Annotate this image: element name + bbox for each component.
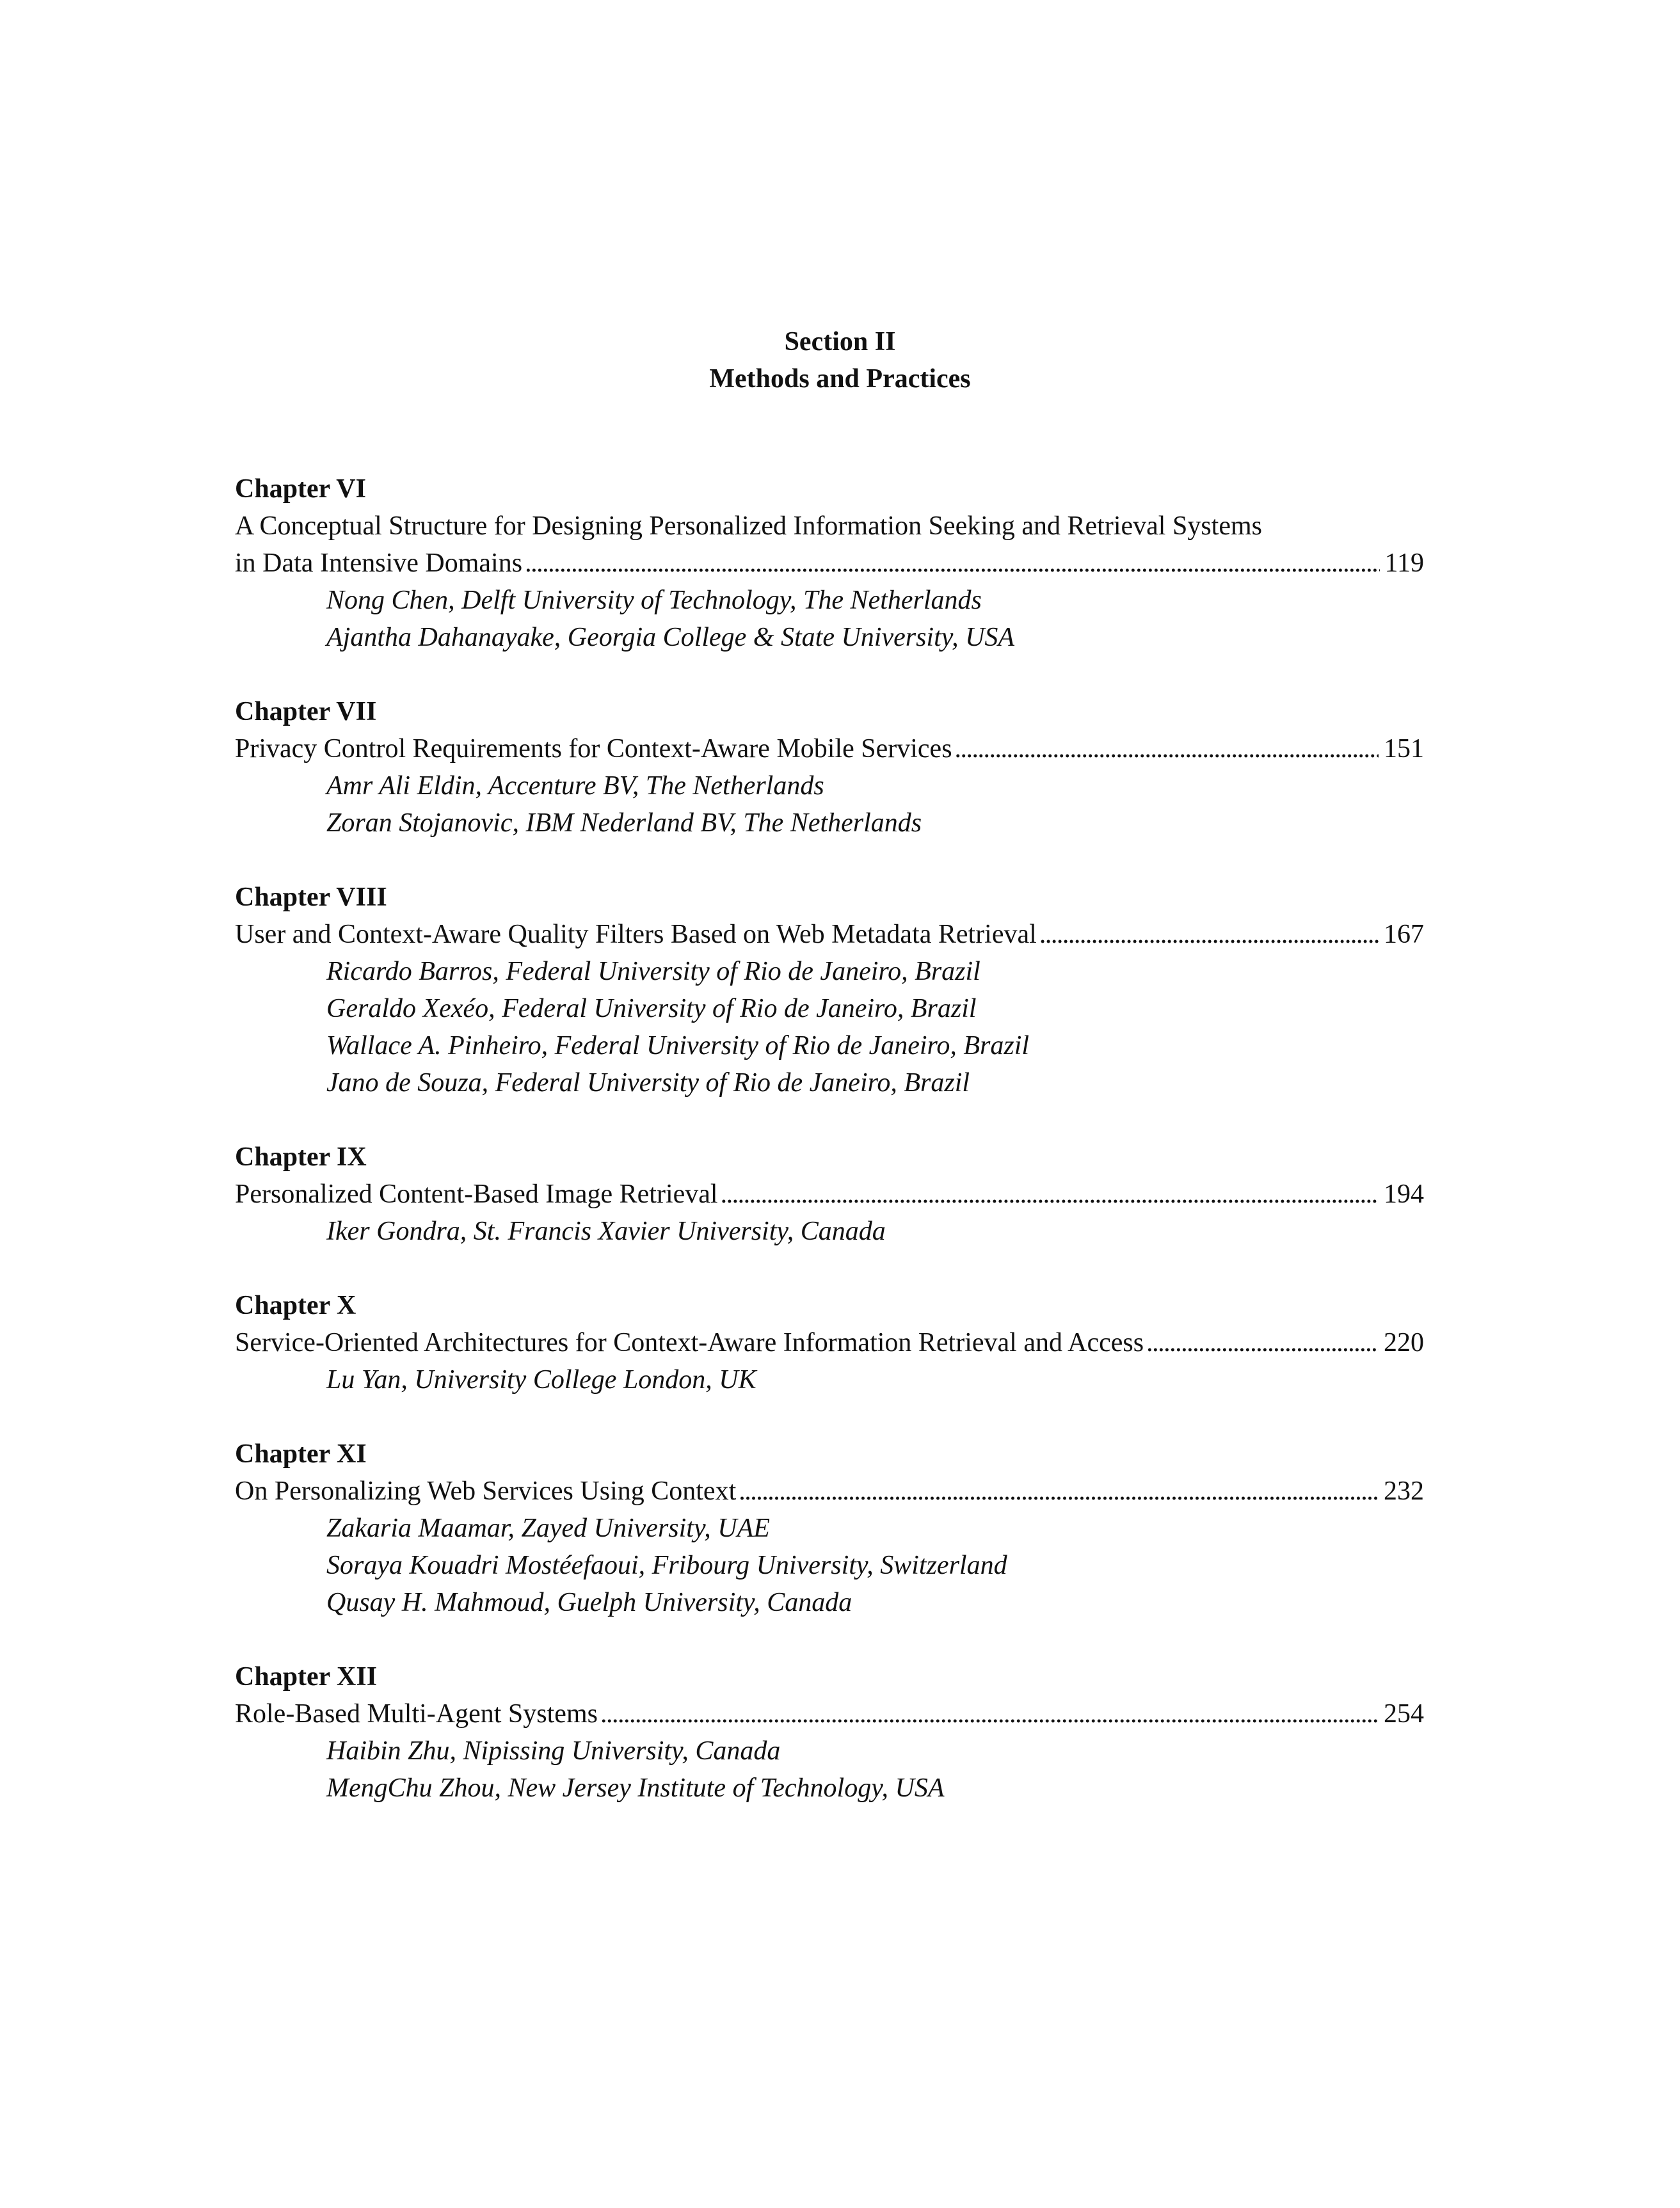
chapter-title: On Personalizing Web Services Using Context — [235, 1476, 737, 1506]
chapter-title: User and Context-Aware Quality Filters Based on Web Metadata Retrieval — [235, 920, 1037, 949]
author-line: MengChu Zhou, New Jersey Institute of Technology, USA — [326, 1773, 945, 1803]
chapter-title-entry — [235, 916, 1424, 953]
toc-entry-chapter-8 — [235, 879, 1424, 1101]
chapter-label: Chapter VI — [235, 474, 366, 504]
author-line: Haibin Zhu, Nipissing University, Canada — [326, 1736, 781, 1766]
chapter-title-entry — [235, 1473, 1424, 1510]
page-number: 119 — [1384, 548, 1424, 578]
dot-leader — [721, 1176, 1379, 1213]
section-title: Methods and Practices — [709, 364, 971, 394]
toc-entry-chapter-9 — [235, 1139, 1424, 1250]
author-line: Jano de Souza, Federal University of Rio de Janeiro, Brazil — [326, 1068, 970, 1098]
dot-leader — [1039, 916, 1379, 953]
chapter-label: Chapter XII — [235, 1662, 378, 1692]
page-number: 167 — [1384, 920, 1424, 949]
chapter-title-entry — [235, 545, 1424, 582]
page-number: 220 — [1384, 1328, 1424, 1357]
chapter-label: Chapter VII — [235, 697, 377, 726]
table-of-contents — [235, 470, 1424, 1844]
author-line: Iker Gondra, St. Francis Xavier University, Canada — [326, 1217, 886, 1246]
dot-leader — [525, 545, 1379, 582]
chapter-label: Chapter X — [235, 1291, 356, 1320]
page-number: 194 — [1384, 1180, 1424, 1209]
page-number: 151 — [1384, 734, 1424, 764]
chapter-label: Chapter VIII — [235, 883, 387, 912]
chapter-title-entry — [235, 1324, 1424, 1361]
author-line: Wallace A. Pinheiro, Federal University of Rio de Janeiro, Brazil — [326, 1031, 1030, 1060]
author-line: Zakaria Maamar, Zayed University, UAE — [326, 1514, 770, 1543]
chapter-title: Service-Oriented Architectures for Context-Aware Information Retrieval and Access — [235, 1328, 1144, 1357]
dot-leader — [739, 1473, 1379, 1510]
section-heading — [0, 323, 1680, 397]
author-line: Amr Ali Eldin, Accenture BV, The Netherlands — [326, 771, 824, 801]
author-line: Lu Yan, University College London, UK — [326, 1365, 756, 1395]
toc-entry-chapter-6 — [235, 470, 1424, 656]
section-number: Section II — [784, 327, 896, 356]
dot-leader — [955, 730, 1379, 767]
dot-leader — [600, 1695, 1379, 1732]
chapter-title-line: A Conceptual Structure for Designing Personalized Information Seeking and Retrieval Systems — [235, 511, 1262, 541]
chapter-title-entry — [235, 1176, 1424, 1213]
toc-entry-chapter-12 — [235, 1658, 1424, 1807]
chapter-title: in Data Intensive Domains — [235, 548, 523, 578]
chapter-title-entry — [235, 1695, 1424, 1732]
author-line: Ajantha Dahanayake, Georgia College & State University, USA — [326, 623, 1015, 652]
chapter-title: Privacy Control Requirements for Context-Aware Mobile Services — [235, 734, 952, 764]
author-line: Soraya Kouadri Mostéefaoui, Fribourg University, Switzerland — [326, 1551, 1007, 1580]
chapter-label: Chapter IX — [235, 1142, 367, 1172]
chapter-label: Chapter XI — [235, 1439, 367, 1469]
toc-entry-chapter-11 — [235, 1436, 1424, 1621]
author-line: Zoran Stojanovic, IBM Nederland BV, The Netherlands — [326, 808, 922, 838]
author-line: Qusay H. Mahmoud, Guelph University, Canada — [326, 1588, 852, 1617]
toc-entry-chapter-10 — [235, 1287, 1424, 1398]
toc-entry-chapter-7 — [235, 693, 1424, 842]
author-line: Geraldo Xexéo, Federal University of Rio de Janeiro, Brazil — [326, 994, 977, 1023]
chapter-title-entry — [235, 730, 1424, 767]
author-line: Ricardo Barros, Federal University of Rio de Janeiro, Brazil — [326, 957, 980, 986]
chapter-title: Role-Based Multi-Agent Systems — [235, 1699, 598, 1729]
page-number: 254 — [1384, 1699, 1424, 1729]
author-line: Nong Chen, Delft University of Technology, The Netherlands — [326, 586, 982, 615]
page-number: 232 — [1384, 1476, 1424, 1506]
dot-leader — [1146, 1324, 1379, 1361]
chapter-title: Personalized Content-Based Image Retrieval — [235, 1180, 718, 1209]
